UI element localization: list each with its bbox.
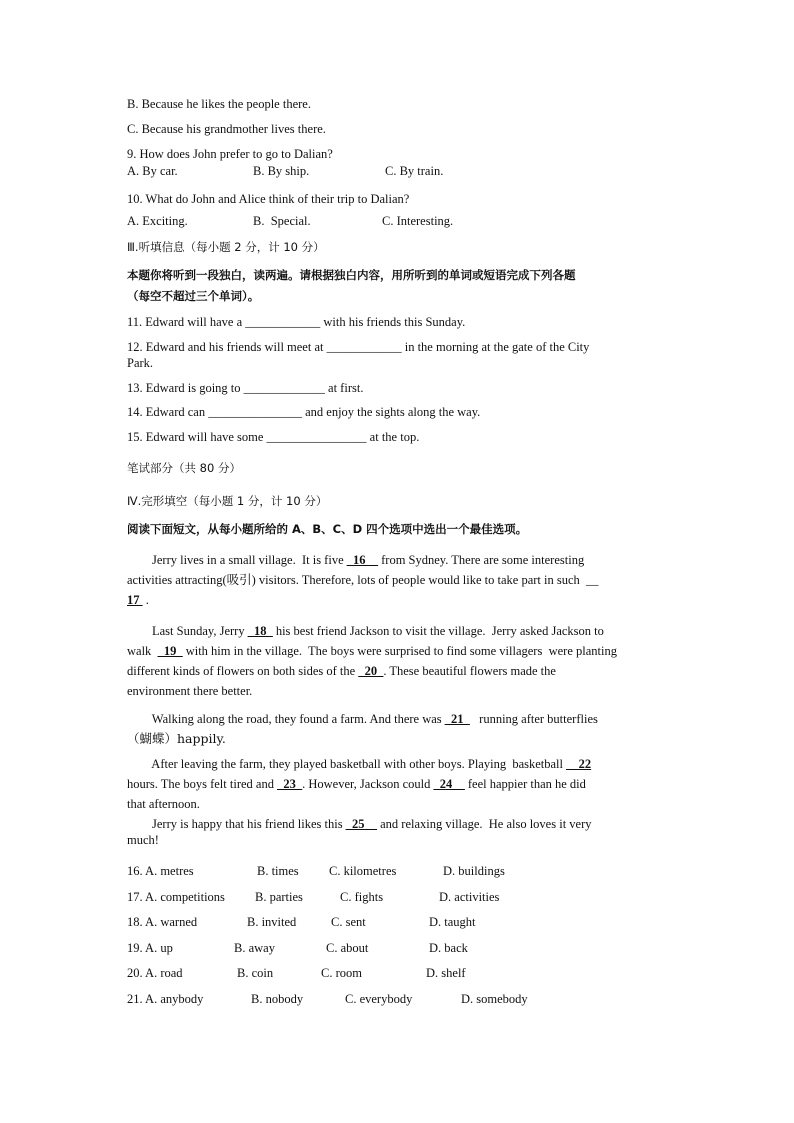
blank-20: _20_ <box>358 664 384 678</box>
options-16: 16. A. metres B. times C. kilometres D. buildings <box>127 864 505 878</box>
q13: 13. Edward is going to _____________ at first. <box>127 381 364 395</box>
options-21: 21. A. anybody B. nobody C. everybody D. somebody <box>127 992 528 1006</box>
passage-paragraph-3: Walking along the road, they found a farm. And there was _21_ running after butterflies （蝴蝶）happily. <box>127 712 598 746</box>
passage-paragraph-2: Last Sunday, Jerry _18_ his best friend Jackson to visit the village. Jerry asked Jackson to walk _19_ with him in the village. The boys were surprised to find some villagers were planting different kinds of flowers on both sides of the _20_. These beautiful flowers made the environment there better. <box>127 624 617 698</box>
q14: 14. Edward can _______________ and enjoy the sights along the way. <box>127 405 481 419</box>
q10-options <box>127 214 672 230</box>
section4-title: Ⅳ.完形填空（每小题 1 分，计 10 分） <box>127 494 328 508</box>
options-18: 18. A. warned B. invited C. sent D. taught <box>127 915 476 929</box>
q9-option-c: C. By train. <box>385 164 444 178</box>
options-19: 19. A. up B. away C. about D. back <box>127 941 468 955</box>
q10-option-b: B. Special. <box>253 214 311 228</box>
q10-option-a: A. Exciting. <box>127 214 188 228</box>
q11: 11. Edward will have a ____________ with his friends this Sunday. <box>127 315 466 329</box>
q9-options <box>127 164 672 180</box>
q10-option-c: C. Interesting. <box>382 214 454 228</box>
blank-18: _18_ <box>247 624 273 638</box>
options-17: 17. A. competitions B. parties C. fights D. activities <box>127 890 500 904</box>
section3-instruction-2: （每空不超过三个单词）。 <box>127 289 260 303</box>
q10-stem: 10. What do John and Alice think of their trip to Dalian? <box>127 192 410 206</box>
section4-instruction: 阅读下面短文，从每小题所给的 A、B、C、D 四个选项中选出一个最佳选项。 <box>127 522 528 536</box>
blank-22: __22 <box>566 757 592 771</box>
blank-25: _25__ <box>345 817 377 831</box>
q8-option-b: B. Because he likes the people there. <box>127 97 311 111</box>
passage-paragraph-1: Jerry lives in a small village. It is five _16__ from Sydney. There are some interesting activities attracting(吸引) visitors. Therefore, lots of people would like to take part in such __ 17 . <box>127 553 599 607</box>
blank-17: 17 <box>127 593 143 607</box>
blank-19: _19_ <box>157 644 183 658</box>
section3-title: Ⅲ.听填信息（每小题 2 分，计 10 分） <box>127 240 325 254</box>
blank-16: _16__ <box>346 553 378 567</box>
q9-stem: 9. How does John prefer to go to Dalian? <box>127 147 333 161</box>
q15: 15. Edward will have some ________________ at the top. <box>127 430 420 444</box>
q9-option-a: A. By car. <box>127 164 178 178</box>
blank-21: _21_ <box>444 712 470 726</box>
options-20: 20. A. road B. coin C. room D. shelf <box>127 966 466 980</box>
q12-line-2: Park. <box>127 356 154 370</box>
passage-paragraph-4: After leaving the farm, they played basketball with other boys. Playing basketball __22 hours. The boys felt tired and _23_. However, Jackson could _24__ feel happier than he did that afternoon. <box>127 757 592 811</box>
q8-option-c: C. Because his grandmother lives there. <box>127 122 326 136</box>
section3-instruction-1: 本题你将听到一段独白，读两遍。请根据独白内容，用所听到的单词或短语完成下列各题 <box>127 268 576 282</box>
blank-24: _24__ <box>433 777 465 791</box>
passage-paragraph-5: Jerry is happy that his friend likes this _25__ and relaxing village. He also loves it very much! <box>127 817 592 847</box>
blank-23: _23_ <box>277 777 303 791</box>
q9-option-b: B. By ship. <box>253 164 310 178</box>
q12-line-1: 12. Edward and his friends will meet at ____________ in the morning at the gate of the City <box>127 340 590 354</box>
written-part-title: 笔试部分（共 80 分） <box>127 461 241 475</box>
